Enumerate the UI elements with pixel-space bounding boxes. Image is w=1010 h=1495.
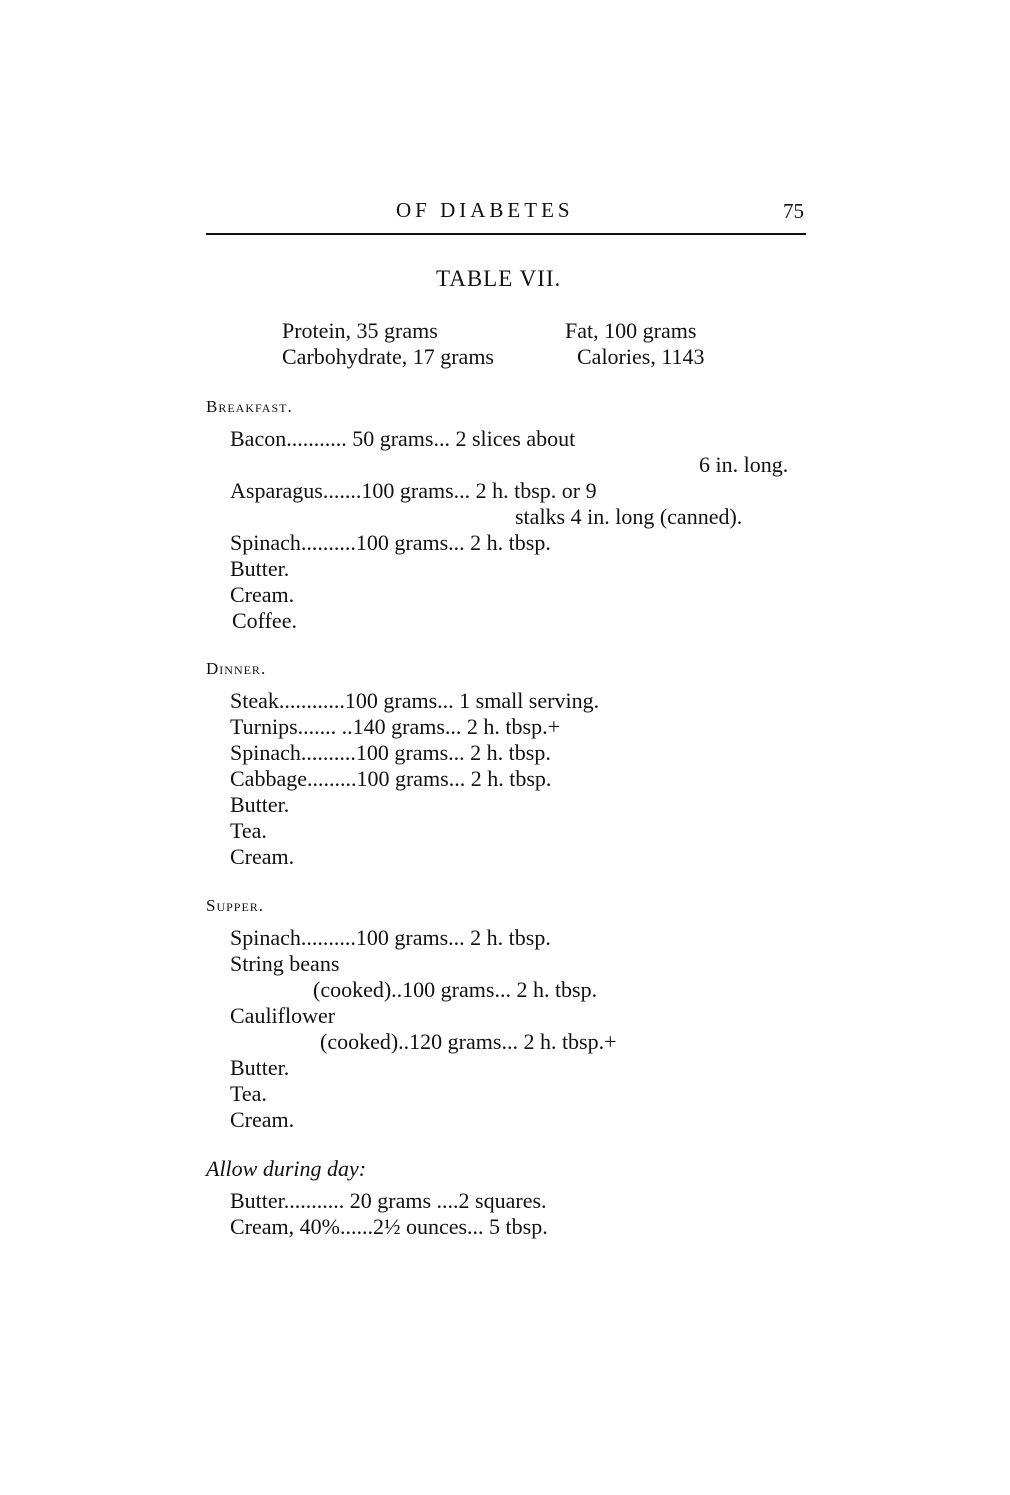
supper-line: (cooked)..100 grams... 2 h. tbsp.: [313, 977, 598, 1002]
header-rule: [206, 233, 806, 235]
supper-line: Tea.: [230, 1081, 267, 1106]
dinner-heading: Dinner.: [206, 659, 267, 678]
breakfast-line: stalks 4 in. long (canned).: [515, 504, 743, 529]
supper-line: (cooked)..120 grams... 2 h. tbsp.+: [320, 1029, 617, 1054]
allow-heading: Allow during day:: [206, 1156, 367, 1181]
supper-heading: Supper.: [206, 896, 265, 915]
running-title: OF DIABETES: [396, 198, 574, 222]
breakfast-line: Bacon........... 50 grams... 2 slices about: [230, 426, 576, 451]
dinner-line: Turnips....... ..140 grams... 2 h. tbsp.+: [230, 714, 561, 739]
allow-line: Butter........... 20 grams ....2 squares.: [230, 1188, 547, 1213]
summary-fat: Fat, 100 grams: [565, 318, 697, 343]
allow-line: Cream, 40%......2½ ounces... 5 tbsp.: [230, 1214, 548, 1239]
dinner-line: Steak............100 grams... 1 small serving.: [230, 688, 600, 713]
breakfast-line: Spinach..........100 grams... 2 h. tbsp.: [230, 530, 551, 555]
breakfast-heading: Breakfast.: [206, 397, 293, 416]
summary-protein: Protein, 35 grams: [282, 318, 438, 343]
summary-carbohydrate: Carbohydrate, 17 grams: [282, 344, 494, 369]
dinner-line: Cream.: [230, 844, 295, 869]
dinner-line: Cabbage.........100 grams... 2 h. tbsp.: [230, 766, 552, 791]
supper-line: Butter.: [230, 1055, 290, 1080]
supper-line: Spinach..........100 grams... 2 h. tbsp.: [230, 925, 551, 950]
dinner-line: Tea.: [230, 818, 267, 843]
breakfast-line: Coffee.: [232, 608, 297, 633]
supper-line: Cream.: [230, 1107, 295, 1132]
summary-calories: Calories, 1143: [577, 344, 705, 369]
dinner-line: Spinach..........100 grams... 2 h. tbsp.: [230, 740, 551, 765]
dinner-line: Butter.: [230, 792, 290, 817]
table-title: TABLE VII.: [436, 266, 562, 291]
breakfast-line: Butter.: [230, 556, 290, 581]
supper-line: String beans: [230, 951, 340, 976]
page-number: 75: [783, 199, 804, 223]
breakfast-line: Cream.: [230, 582, 295, 607]
breakfast-line: 6 in. long.: [699, 452, 789, 477]
supper-line: Cauliflower: [230, 1003, 336, 1028]
breakfast-line: Asparagus.......100 grams... 2 h. tbsp. or 9: [230, 478, 597, 503]
